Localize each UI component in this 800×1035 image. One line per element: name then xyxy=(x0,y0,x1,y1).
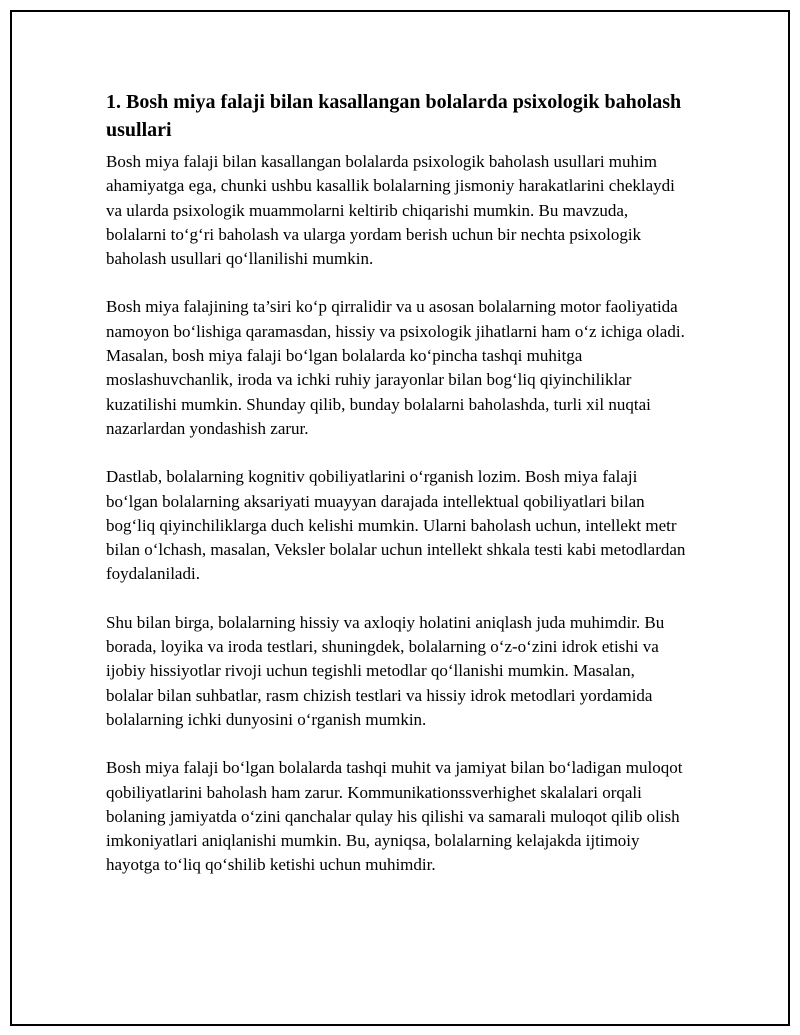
paragraph-communication: Bosh miya falaji bo‘lgan bolalarda tashqi muhit va jamiyat bilan bo‘ladigan muloqot qobiliyatlarini baholash ham zarur. Kommunikationssverhighet skalalari orqali bolaning jamiyatda o‘zini qanchalar qulay his qilishi va samarali muloqot qilib olish imkoniyatlari aniqlanishi mumkin. Bu, ayniqsa, bolalarning kelajakda ijtimoiy hayotga to‘liq qo‘shilib ketishi uchun muhimdir. xyxy=(106,758,683,875)
paragraph-cognitive: Dastlab, bolalarning kognitiv qobiliyatlarini o‘rganish lozim. Bosh miya falaji bo‘lgan bolalarning aksariyati muayyan darajada intellektual qobiliyatlari bilan bog‘liq qiyinchiliklarga duch kelishi mumkin. Ularni baholash uchun, intellekt metr bilan o‘lchash, masalan, Veksler bolalar uchun intellekt shkala testi kabi metodlardan foydalaniladi. xyxy=(106,467,686,584)
paragraph-intro: Bosh miya falaji bilan kasallangan bolalarda psixologik baholash usullari muhim ahamiyatga ega, chunki ushbu kasallik bolalarning jismoniy harakatlarini cheklaydi va ularda psixologik muammolarni keltirib chiqarishi mumkin. Bu mavzuda, bolalarni to‘g‘ri baholash va ularga yordam berish uchun bir nechta psixologik baholash usullari qo‘llanilishi mumkin. xyxy=(106,152,675,269)
paragraph-impact: Bosh miya falajining ta’siri ko‘p qirralidir va u asosan bolalarning motor faoliyatida namoyon bo‘lishiga qaramasdan, hissiy va psixologik jihatlarni ham o‘z ichiga oladi. Masalan, bosh miya falaji bo‘lgan bolalarda ko‘pincha tashqi muhitga moslashuvchanlik, iroda va ichki ruhiy jarayonlar bilan bog‘liq qiyinchiliklar kuzatilishi mumkin. Shunday qilib, bunday bolalarni baholashda, turli xil nuqtai nazarlardan yondashish zarur. xyxy=(106,297,685,438)
paragraph-emotional: Shu bilan birga, bolalarning hissiy va axloqiy holatini aniqlash juda muhimdir. Bu borada, loyika va iroda testlari, shuningdek, bolalarning o‘z-o‘zini idrok etishi va ijobiy hissiyotlar rivoji uchun tegishli metodlar qo‘llanishi mumkin. Masalan, bolalar bilan suhbatlar, rasm chizish testlari va hissiy idrok metodlari yordamida bolalarning ichki dunyosini o‘rganish mumkin. xyxy=(106,612,665,729)
section-heading: 1. Bosh miya falaji bilan kasallangan bolalarda psixologik baholash usullari xyxy=(106,91,682,141)
document-body xyxy=(106,88,686,902)
